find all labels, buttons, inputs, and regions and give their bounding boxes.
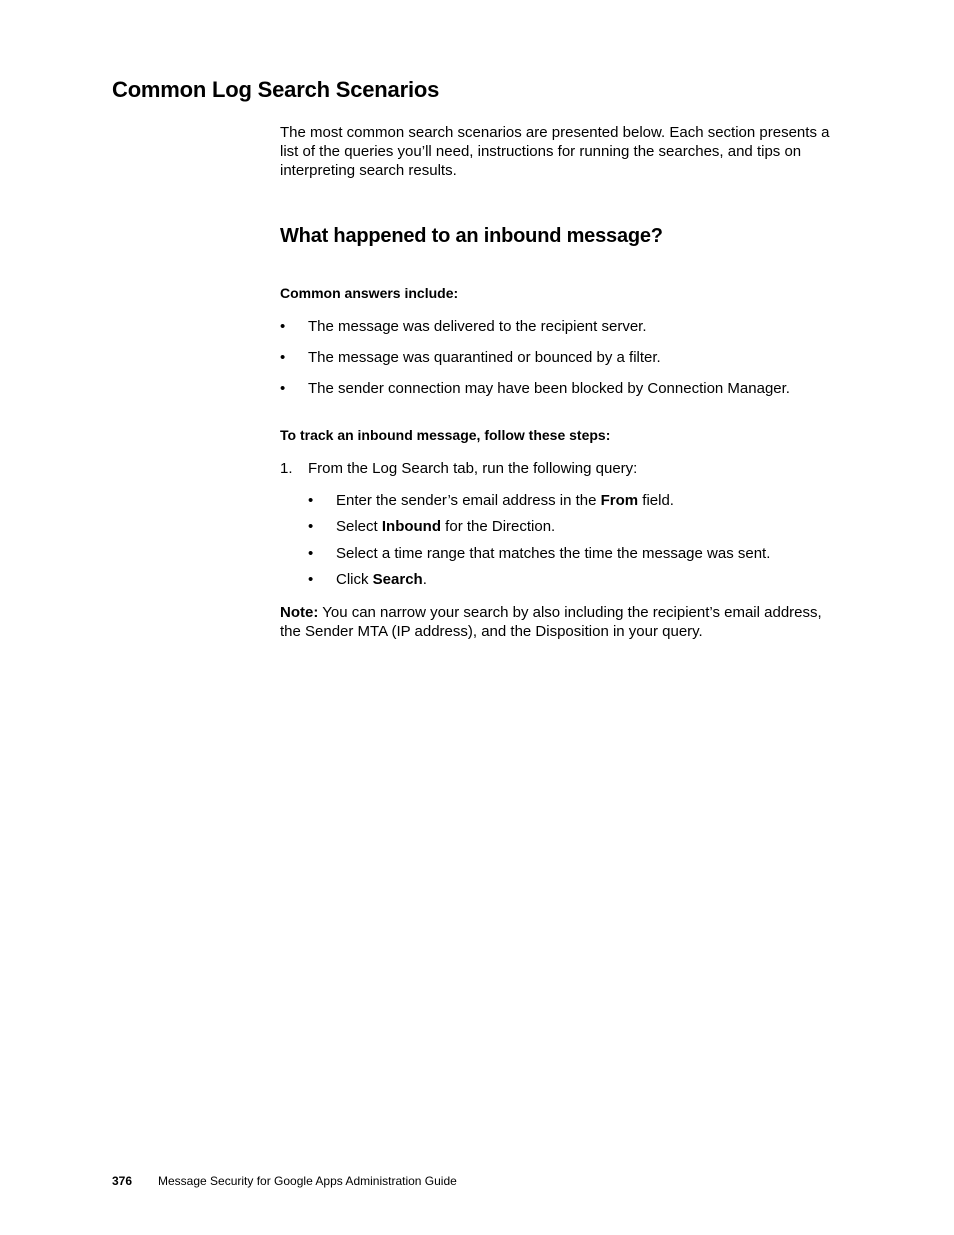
- page-footer: [112, 1174, 457, 1188]
- sub-item-text: Select a time range that matches the time the message was sent.: [336, 545, 771, 562]
- bullet-icon: •: [308, 545, 314, 562]
- intro-paragraph: The most common search scenarios are presented below. Each section presents a list of the queries you’ll need, instructions for running the searches, and tips on interpreting search results.: [280, 124, 830, 179]
- bullet-icon: •: [308, 518, 314, 535]
- list-item: [280, 379, 790, 398]
- step-number: 1.: [280, 460, 293, 477]
- bullet-icon: •: [280, 318, 286, 335]
- sub-item-bold: From: [600, 492, 639, 509]
- sub-list-item: [308, 517, 555, 536]
- list-item: [280, 348, 661, 367]
- list-item-text: The message was delivered to the recipient server.: [308, 318, 647, 335]
- bullet-icon: •: [308, 492, 314, 509]
- note-paragraph: [280, 603, 845, 641]
- page-number: 376: [112, 1174, 133, 1188]
- sub-list-item: [308, 491, 674, 510]
- note-text: You can narrow your search by also including the recipient’s email address, the Sender MTA (IP address), and the Disposition in your query.: [280, 604, 822, 640]
- bullet-icon: •: [280, 380, 286, 397]
- sub-item-text: Click: [336, 571, 373, 588]
- sub-item-text-after: .: [422, 571, 427, 588]
- sub-list-item: [308, 544, 770, 563]
- guide-title: Message Security for Google Apps Administration Guide: [158, 1174, 457, 1188]
- answers-heading: Common answers include:: [280, 285, 459, 301]
- sub-item-text: Enter the sender’s email address in the: [336, 492, 601, 509]
- bullet-icon: •: [308, 571, 314, 588]
- section-title: What happened to an inbound message?: [280, 225, 663, 247]
- bullet-icon: •: [280, 349, 286, 366]
- sub-item-text-after: for the Direction.: [441, 518, 556, 535]
- list-item-text: The sender connection may have been blocked by Connection Manager.: [308, 380, 790, 397]
- sub-item-text-after: field.: [638, 492, 674, 509]
- step-item: [280, 459, 637, 478]
- sub-list-item: [308, 570, 427, 589]
- steps-heading: To track an inbound message, follow these steps:: [280, 427, 611, 443]
- main-content: [280, 123, 845, 640]
- list-item-text: The message was quarantined or bounced by a filter.: [308, 349, 661, 366]
- sub-item-bold: Inbound: [381, 518, 442, 535]
- step-text: From the Log Search tab, run the following query:: [308, 460, 638, 477]
- sub-item-bold: Search: [372, 571, 423, 588]
- list-item: [280, 317, 647, 336]
- page-title: Common Log Search Scenarios: [112, 77, 440, 102]
- note-label: Note:: [280, 604, 319, 621]
- sub-item-text: Select: [336, 518, 382, 535]
